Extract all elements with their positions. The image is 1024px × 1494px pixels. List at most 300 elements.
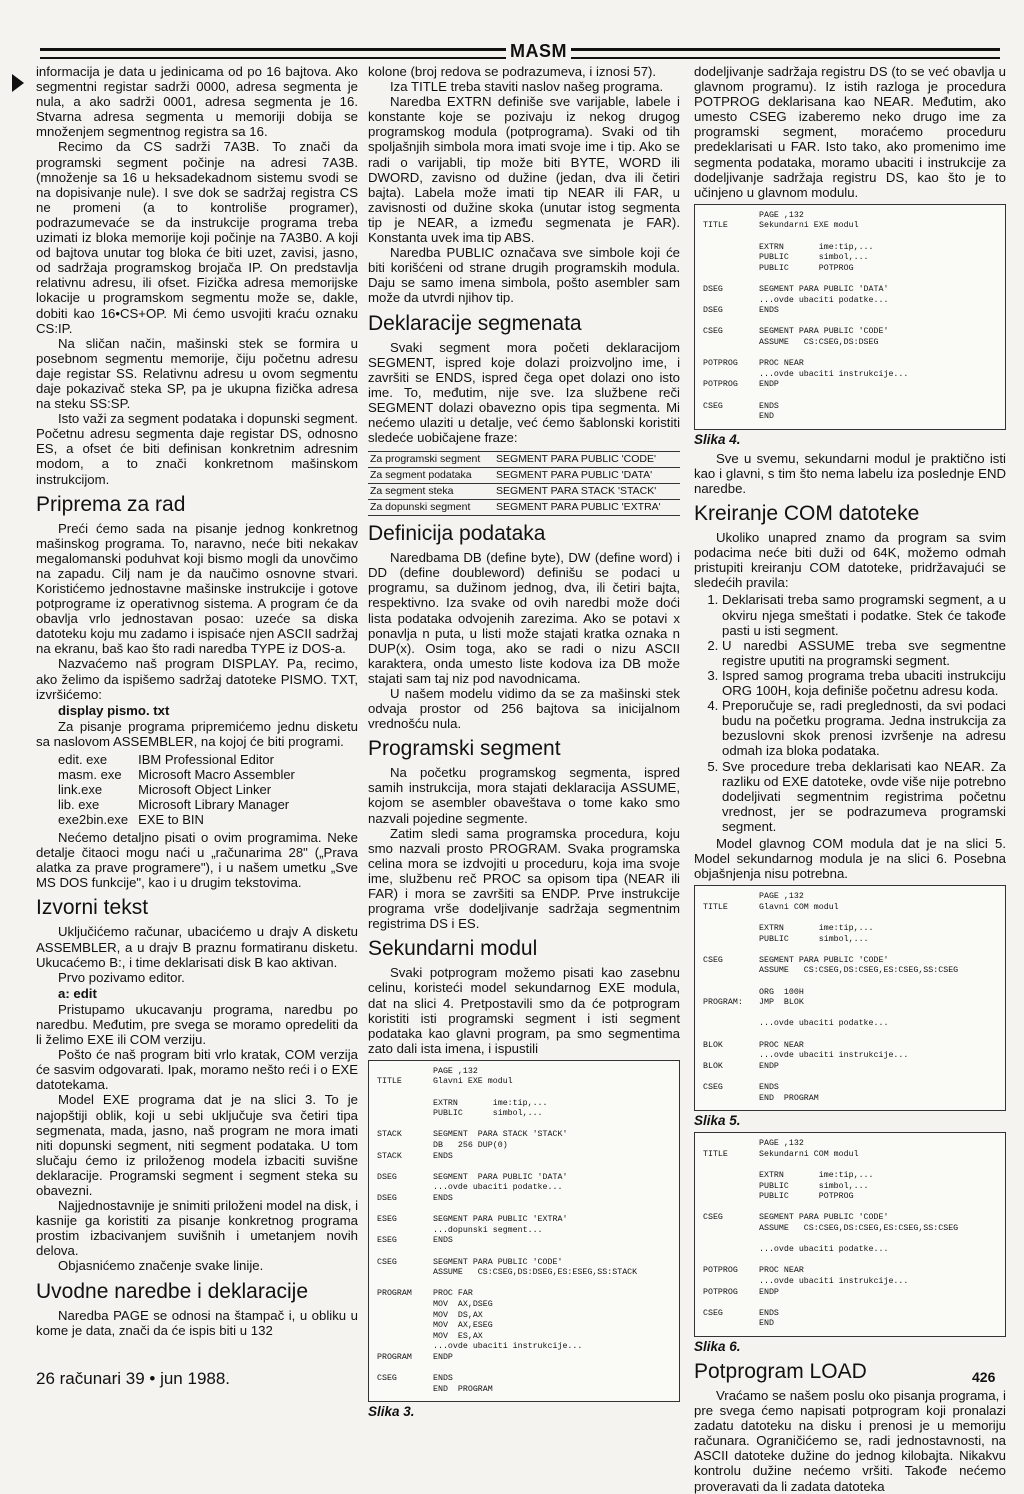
segment-decl: SEGMENT PARA PUBLIC 'EXTRA' [494, 500, 680, 516]
paragraph: Prvo pozivamo editor. [58, 969, 185, 985]
code-text: PAGE ,132 [759, 1139, 804, 1149]
paragraph: Uključićemo računar, ubacićemo u drajv A disketu ASSEMBLER, a u drajv B praznu formatiranu disketu. Ukucaćemo B:, i time deklarisati disk B kao aktivan. [36, 924, 358, 970]
code-line [703, 221, 999, 232]
segment-decl: SEGMENT PARA PUBLIC 'DATA' [494, 468, 680, 484]
code-text: END PROGRAM [433, 1384, 493, 1394]
code-line [377, 1077, 673, 1088]
code-line [377, 1162, 673, 1173]
code-line [377, 1173, 673, 1184]
code-line [703, 402, 999, 413]
figure-4-caption: Slika 4. [694, 431, 741, 447]
code-label: STACK [377, 1130, 402, 1140]
code-text [759, 1030, 764, 1041]
code-text: END [759, 1319, 774, 1329]
code-text: MOV AX,DSEG [433, 1299, 493, 1309]
code-line [377, 1342, 673, 1353]
code-text: ENDS [759, 1082, 779, 1092]
code-text: SEGMENT PARA PUBLIC 'CODE' [759, 955, 889, 965]
code-text: EXTRN ime:tip,... [759, 242, 874, 252]
code-text [759, 1203, 764, 1214]
code-text [759, 977, 764, 988]
code-line [703, 988, 999, 999]
code-text: DB 256 DUP(0) [433, 1141, 508, 1151]
paragraph: Pristupamo ukucavanju programa, naredbu po naredbu. Međutim, pre svega se moramo opredeliti da li želimo EXE ili COM verziju. [36, 1001, 358, 1048]
table-row [368, 452, 680, 468]
code-line [703, 317, 999, 328]
code-line [703, 1041, 999, 1052]
paragraph: Nećemo detaljno pisati o ovim programima. Neke detalje čitaoci mogu naći u „računarima 28" („Prava alatka za prave programere"), i u našem umetku „Sve MS DOS funkcije", kao i u drugim tekstovima. [36, 830, 358, 891]
paragraph: Na početku programskog segmenta, ispred samih instrukcija, mora stajati deklaracija ASSUME, kojom se asembler obaveštava o tome kako smo nazvali pojedine segmente. [368, 765, 680, 826]
code-label [703, 296, 759, 307]
code-text: END [759, 412, 774, 422]
code-line [377, 1130, 673, 1141]
figure-6-listing [694, 1132, 1006, 1337]
code-label: PROGRAM [377, 1289, 412, 1299]
code-text: ENDS [433, 1374, 453, 1384]
code-line [703, 232, 999, 243]
code-line [377, 1321, 673, 1332]
code-line [703, 935, 999, 946]
code-line [703, 903, 999, 914]
code-text: PAGE ,132 [759, 210, 804, 220]
code-label [703, 1224, 759, 1235]
code-text: ...ovde ubaciti instrukcije... [759, 1276, 909, 1286]
code-label [377, 1183, 433, 1194]
code-line [703, 1256, 999, 1267]
code-label [703, 945, 759, 956]
command-line: a: edit [58, 985, 97, 1001]
code-text [433, 1120, 438, 1131]
paragraph: informacija je data u jedinicama od po 16 bajtova. Ako segmentni registar sadrži 0000, adresa segmenta je nula, a ako sadrži 0001, adresa segmenta je 16. Stvarna adresa segmenta u memoriji dobija se množenjem segmentnog registra sa 16. [36, 64, 358, 140]
code-line [377, 1385, 673, 1396]
code-label [377, 1311, 433, 1322]
code-label [703, 412, 759, 423]
paragraph: Svaki potprogram možemo pisati kao zasebnu celinu, koristeći model sekundarnog EXE modula, dat na slici 4. Pretpostavili smo da će potprogram koristiti isti programski segment i isti segment podataka kao glavni program, pa smo segmentima zato dali ista imena, i ispustili [368, 965, 680, 1056]
code-line [703, 1203, 999, 1214]
program-file: lib. exe [58, 797, 100, 813]
paragraph: Naredba PAGE se odnosi na štampač i, u obliku u kome je data, znači da će ispis biti u 132 [36, 1307, 358, 1338]
code-label [703, 1319, 759, 1330]
code-label [703, 349, 759, 360]
code-label [703, 966, 759, 977]
code-text: ...ovde ubaciti instrukcije... [759, 1051, 909, 1061]
code-label: CSEG [377, 1374, 397, 1384]
code-text [433, 1279, 438, 1290]
paragraph: Iza TITLE treba staviti naslov našeg programa. [390, 79, 664, 95]
segment-table [368, 451, 680, 516]
table-row [368, 484, 680, 500]
code-label [377, 1332, 433, 1343]
code-text [759, 1256, 764, 1267]
code-text: ...ovde ubaciti instrukcije... [759, 369, 909, 379]
code-line [703, 1309, 999, 1320]
code-text: ORG 100H [759, 987, 804, 997]
code-label [703, 892, 759, 903]
code-label: PROGRAM [377, 1352, 412, 1362]
table-row [368, 500, 680, 516]
code-line [703, 1083, 999, 1094]
code-text: ENDP [433, 1352, 453, 1362]
code-label: CSEG [703, 1082, 723, 1092]
heading-sekundarni: Sekundarni modul [368, 937, 538, 961]
code-text: SEGMENT PARA PUBLIC 'DATA' [433, 1172, 568, 1182]
code-label: CSEG [377, 1257, 397, 1267]
code-line [377, 1258, 673, 1269]
code-text [759, 1298, 764, 1309]
code-label [703, 243, 759, 254]
code-label [377, 1099, 433, 1110]
code-text [759, 232, 764, 243]
code-line [703, 1192, 999, 1203]
paragraph: Svaki segment mora početi deklaracijom SEGMENT, ispred koje dolazi proizvoljno ime, i završiti se ENDS, ispred čega opet dolazi ono isto ime. To, međutim, nije sve. Iza službene reči SEGMENT dolazi obavezno opis tipa segmenta. Mi nećemo ulaziti u detalje, već ćemo šablonski koristiti sledeće uobičajene fraze: [368, 339, 680, 446]
code-label [377, 1247, 433, 1258]
code-label [377, 1162, 433, 1173]
code-line [377, 1279, 673, 1290]
code-line [377, 1236, 673, 1247]
segment-decl: SEGMENT PARA PUBLIC 'CODE' [494, 452, 680, 468]
code-text [759, 1072, 764, 1083]
paragraph: Najjednostavnije je snimiti priloženi model na disk, i kasnije ga koristiti za pisanje konkretnog programa prostim izbacivanjem suvišnih i umetanjem novih delova. [36, 1198, 358, 1259]
code-text: SEGMENT PARA PUBLIC 'EXTRA' [433, 1215, 568, 1225]
code-line [703, 1150, 999, 1161]
code-line [377, 1109, 673, 1120]
code-line [703, 1298, 999, 1309]
com-rules-list [694, 592, 1006, 834]
code-text: MOV AX,ESEG [433, 1321, 493, 1331]
code-line [377, 1183, 673, 1194]
code-text: ...dopunski segment... [433, 1225, 543, 1235]
code-line [703, 998, 999, 1009]
figure-6-caption: Slika 6. [694, 1338, 741, 1354]
code-text: PAGE ,132 [433, 1066, 478, 1076]
code-text: PUBLIC POTPROG [759, 1192, 854, 1202]
code-label [703, 1139, 759, 1150]
paragraph: Naredba PUBLIC označava sve simbole koji će biti korišćeni od strane drugih programskih modula. Daju se samo imena simbola, pošto asembler sam može da utvrdi njihov tip. [368, 245, 680, 306]
paragraph: Pošto će naš program biti vrlo kratak, COM verzija će sasvim odgovarati. Ipak, moramo nešto reći i o EXE datotekama. [36, 1047, 358, 1093]
command-line: display pismo. txt [58, 702, 170, 718]
program-list [58, 752, 305, 827]
program-file: masm. exe [58, 767, 122, 783]
segment-name: Za dopunski segment [368, 500, 494, 516]
code-text: ENDP [759, 1287, 779, 1297]
heading-definicija: Definicija podataka [368, 522, 546, 546]
code-label [377, 1279, 433, 1290]
paragraph: dodeljivanje sadržaja registru DS (to se već obavlja u glavnom programu). Iz istih razloga je procedura POTPROG deklarisana kao NEAR. Međutim, ako umesto CSEG izaberemo neko drugo ime za programski segment, moraćemo proceduru predeklarisati u FAR. Isto tako, ako promenimo ime segmenta podataka, moramo ubaciti i instrukcije za dodeljivanje sadržaja registru DS, kao što je to učinjeno u glavnom modulu. [694, 64, 1006, 200]
paragraph: Ukoliko unapred znamo da program sa svim podacima neće biti duži od 64K, možemo odmah pristupiti kreiranju COM datoteke, pridržavajući se sledećih pravila: [694, 530, 1006, 591]
code-text: PROC NEAR [759, 1040, 804, 1050]
code-label: TITLE [703, 902, 728, 912]
code-line [703, 892, 999, 903]
table-row [58, 812, 305, 827]
code-line [703, 1288, 999, 1299]
code-text: SEGMENT PARA PUBLIC 'CODE' [433, 1257, 563, 1267]
code-text [759, 1160, 764, 1171]
code-line [703, 1277, 999, 1288]
code-label [703, 1235, 759, 1246]
table-row [368, 468, 680, 484]
code-line [703, 1009, 999, 1020]
code-label [703, 1072, 759, 1083]
code-line [703, 359, 999, 370]
code-text: PAGE ,132 [759, 892, 804, 902]
code-line [703, 966, 999, 977]
code-line [703, 327, 999, 338]
footer-issue: 26 računari 39 • jun 1988. [36, 1369, 231, 1388]
column-2 [368, 64, 680, 1423]
code-text: MOV ES,AX [433, 1331, 483, 1341]
code-label: DSEG [703, 306, 723, 316]
code-label [703, 1245, 759, 1256]
code-text: PUBLIC simbol,... [759, 253, 869, 263]
program-desc: IBM Professional Editor [138, 752, 274, 768]
code-text: ASSUME CS:CSEG,DS:DSEG,ES:ESEG,SS:STACK [433, 1268, 638, 1278]
code-text [433, 1364, 438, 1375]
code-line [703, 243, 999, 254]
code-label [377, 1342, 433, 1353]
figure-4-listing [694, 204, 1006, 430]
code-text: END PROGRAM [759, 1093, 819, 1103]
code-line [377, 1067, 673, 1078]
code-text: PUBLIC simbol,... [759, 934, 869, 944]
code-text: ENDS [433, 1151, 453, 1161]
code-label: ESEG [377, 1236, 397, 1246]
code-text: SEGMENT PARA PUBLIC 'DATA' [759, 285, 889, 294]
code-text: PUBLIC simbol,... [759, 1181, 869, 1191]
code-line [703, 924, 999, 935]
code-line [703, 253, 999, 264]
code-label: POTPROG [703, 380, 738, 390]
code-line [703, 412, 999, 423]
code-label [703, 264, 759, 275]
code-line [377, 1289, 673, 1300]
program-file: edit. exe [58, 752, 108, 768]
paragraph: kolone (broj redova se podrazumeva, i iznosi 57). [368, 64, 657, 79]
code-label [377, 1268, 433, 1279]
code-text: EXTRN ime:tip,... [759, 924, 874, 934]
code-label [703, 913, 759, 924]
code-line [703, 1139, 999, 1150]
figure-3-caption: Slika 3. [368, 1404, 415, 1420]
code-label [703, 1094, 759, 1105]
column-3 [694, 64, 1006, 1494]
code-label [703, 274, 759, 285]
code-label [703, 1203, 759, 1214]
code-text: JMP BLOK [759, 998, 804, 1008]
code-text: Sekundarni EXE modul [759, 221, 859, 231]
paragraph: Model glavnog COM modula dat je na slici 5. Model sekundarnog modula je na slici 6. Posebna objašnjenja nisu potrebna. [694, 835, 1006, 882]
code-label [377, 1321, 433, 1332]
code-text [759, 317, 764, 328]
program-desc: Microsoft Library Manager [138, 797, 290, 813]
code-line [703, 1160, 999, 1171]
code-line [703, 1224, 999, 1235]
list-item: 3. Ispred samog programa treba ubaciti instrukciju ORG 100H, koja definiše početnu adresu koda. [722, 668, 1006, 698]
code-text [433, 1247, 438, 1258]
code-line [703, 296, 999, 307]
code-line [703, 1072, 999, 1083]
code-line [377, 1226, 673, 1237]
code-text: ASSUME CS:CSEG,DS:CSEG,ES:CSEG,SS:CSEG [759, 1223, 959, 1233]
code-line [703, 1030, 999, 1041]
code-label [703, 977, 759, 988]
paragraph: Za pisanje programa pripremićemo jednu disketu sa naslovom ASSEMBLER, na kojoj će biti programi. [36, 718, 358, 749]
paragraph: Recimo da CS sadrži 7A3B. To znači da programski segment počinje na adresi 7A3B. (množenje sa 16 u heksadekadnom sistemu svodi se na dopisivanje nule). I sve dok se sadržaj registra CS ne promeni (a to kontroliše programer), podrazumevaće se da instrukcije programa treba uzimati iz bloka memorije koji počinje na 7A3B0. A koji od bajtova unutar tog bloka će biti uzet, zavisi, jasno, od sadržaja programskog brojača IP. On predstavlja relativnu adresu, ili ofset. Fizička adresa memorijske lokacije u programskom segmentu može se, dakle, dobiti kao 16•CS+OP. Mi ćemo usvojiti kraću oznaku CS:IP. [36, 139, 358, 336]
code-label: STACK [377, 1151, 402, 1161]
code-line [703, 1235, 999, 1246]
code-label [377, 1088, 433, 1099]
paragraph: Sve u svemu, sekundarni modul je praktično isti kao i glavni, s tim što nema labelu iza poslednje END naredbe. [694, 450, 1006, 496]
code-text: ENDP [759, 1061, 779, 1071]
code-label: TITLE [703, 1149, 728, 1159]
code-text: EXTRN ime:tip,... [759, 1171, 874, 1180]
paragraph: Naredba EXTRN definiše sve varijable, labele i konstante koje se pozivaju iz nekog drugog programskog modula (potprograma). Svaki od tih spoljašnjih simbola mora imati svoje ime i tip. Ako se radi o varijabli, tip može biti BYTE, WORD ili DWORD, zavisno od dužine (jedan, dva ili četiri bajta). Labela može imati tip NEAR ili FAR, u zavisnosti od dužine skoka (unutar istog segmenta tip je NEAR, a između segmenata je FAR). Konstanta uvek ima tip ABS. [368, 94, 680, 246]
code-text [433, 1162, 438, 1173]
code-text: SEGMENT PARA PUBLIC 'CODE' [759, 1213, 889, 1223]
heading-uvodne: Uvodne naredbe i deklaracije [36, 1279, 309, 1303]
code-label [703, 338, 759, 349]
code-line [377, 1332, 673, 1343]
code-label [703, 1298, 759, 1309]
program-file: link.exe [58, 782, 103, 798]
code-label [377, 1300, 433, 1311]
code-text: ...ovde ubaciti instrukcije... [433, 1342, 583, 1352]
code-label [703, 924, 759, 935]
code-line [703, 945, 999, 956]
code-text [433, 1205, 438, 1216]
figure-5-listing [694, 885, 1006, 1111]
code-text: ENDS [759, 1308, 779, 1318]
code-line [703, 977, 999, 988]
code-label [703, 1030, 759, 1041]
list-item: 1. Deklarisati treba samo programski segment, a u okviru njega smeštati i podatke. Stek će takođe pasti u isti segment. [722, 592, 1006, 637]
code-label: CSEG [703, 1213, 723, 1223]
code-text: Glavni COM modul [759, 902, 839, 912]
figure-5-caption: Slika 5. [694, 1113, 741, 1129]
code-line [703, 338, 999, 349]
code-text: ...ovde ubaciti podatke... [759, 1245, 889, 1255]
code-line [377, 1194, 673, 1205]
paragraph: Isto važi za segment podataka i dopunski segment. Početnu adresu segmenta daje registar DS, odnosno ES, a ofset će biti definisan konkretnim adresnim modom, a to znači konkretnom mašinskom instrukcijom. [36, 411, 358, 487]
code-line [703, 1245, 999, 1256]
code-text [759, 274, 764, 285]
code-line [377, 1268, 673, 1279]
code-text: MOV DS,AX [433, 1310, 483, 1320]
code-line [377, 1141, 673, 1152]
code-label [703, 391, 759, 402]
code-label: DSEG [703, 285, 723, 294]
paragraph: Nazvaćemo naš program DISPLAY. Pa, recimo, ako želimo da ispišemo sadržaj datoteke PISMO. TXT, izvršićemo: [36, 656, 358, 702]
paragraph: Na sličan način, mašinski stek se formira u posebnom segmentu memorije, čiju početnu adresu daje registar SS. Relativnu adresu u ovom segmentu daje pokazivač steka SP, pa je ukupna fizička adresa na steku SS:SP. [36, 335, 358, 412]
code-line [703, 274, 999, 285]
code-line [703, 1213, 999, 1224]
list-item: 4. Preporučuje se, radi preglednosti, da svi podaci budu na početku programa. Jedna instrukcija za bezuslovni skok prenosi izvršenje na adresu odmah iza bloka podataka. [722, 698, 1006, 758]
code-text: SEGMENT PARA PUBLIC 'CODE' [759, 327, 889, 337]
paragraph: Vraćamo se našem poslu oko pisanja programa, i pre svega ćemo napisati potprogram koji pronalazi zadatu datoteku na disku i prenosi je u memoriju računara. Ograničićemo se, radi jednostavnosti, na ASCII datoteke dužine do jednog kilobajta. Nikakvu kontrolu dužine nećemo vršiti. Takođe nećemo proveravati da li zadata datoteka [694, 1388, 1006, 1494]
segment-name: Za segment podataka [368, 468, 494, 484]
code-text: ENDS [759, 306, 779, 316]
code-label: ESEG [377, 1215, 397, 1225]
code-text: ENDS [433, 1236, 453, 1246]
code-label: TITLE [377, 1077, 402, 1087]
code-line [703, 285, 999, 296]
code-line [703, 306, 999, 317]
code-label [703, 232, 759, 243]
code-label [703, 1171, 759, 1182]
code-label: CSEG [703, 401, 723, 411]
paragraph: U našem modelu vidimo da se za mašinski stek odvaja prostor od 256 bajtova sa inicijalnom vrednošću nula. [368, 686, 680, 732]
code-label: POTPROG [703, 1266, 738, 1276]
code-label: CSEG [703, 327, 723, 337]
code-line [703, 1094, 999, 1105]
paragraph: Naredbama DB (define byte), DW (define word) i DD (define doubleword) definišu se podaci u programu, sa dužinom jednog, dva, ili četiri bajta, respektivno. Iza svake od ovih naredbi može doći lista podataka odvojenih zarezima. Ako se potavi x ponavlja n puta, u listi može stajati kratka oznaka n DUP(x). Osim toga, ako se radi o nizu ASCII karaktera, onda umesto liste kodova iza DB može stajati sam taj niz pod navodnicama. [368, 550, 680, 686]
table-row [58, 797, 305, 812]
table-row [58, 782, 305, 797]
heading-programski: Programski segment [368, 737, 561, 761]
code-line [703, 1051, 999, 1062]
code-label [377, 1067, 433, 1078]
code-text: SEGMENT PARA STACK 'STACK' [433, 1130, 568, 1140]
code-label [377, 1385, 433, 1396]
code-text: PUBLIC POTPROG [759, 263, 854, 273]
code-line [703, 1182, 999, 1193]
program-desc: EXE to BIN [138, 812, 204, 828]
code-text: ...ovde ubaciti podatke... [433, 1183, 563, 1193]
code-line [377, 1088, 673, 1099]
code-line [377, 1215, 673, 1226]
code-line [703, 956, 999, 967]
code-text [759, 391, 764, 402]
code-label [703, 1160, 759, 1171]
code-label [703, 1019, 759, 1030]
code-line [703, 391, 999, 402]
code-text [759, 349, 764, 360]
code-text: Glavni EXE modul [433, 1077, 513, 1087]
code-line [377, 1374, 673, 1385]
code-line [377, 1300, 673, 1311]
code-label [703, 253, 759, 264]
heading-izvorni: Izvorni tekst [36, 896, 149, 920]
segment-name: Za segment steka [368, 484, 494, 500]
column-1 [36, 64, 358, 1338]
code-text [759, 945, 764, 956]
code-line [703, 1062, 999, 1073]
table-row [58, 752, 305, 767]
code-label [377, 1141, 433, 1152]
code-line [703, 1019, 999, 1030]
list-item: 2. U naredbi ASSUME treba sve segmentne registre uputiti na programski segment. [722, 638, 1006, 668]
code-label: CSEG [703, 1308, 723, 1318]
code-label [377, 1226, 433, 1237]
code-line [377, 1247, 673, 1258]
code-text [759, 1235, 764, 1246]
code-label [703, 1009, 759, 1020]
code-line [703, 370, 999, 381]
code-text: PROC NEAR [759, 1266, 804, 1276]
code-label [703, 935, 759, 946]
code-text: ENDS [433, 1194, 453, 1203]
code-text: ...ovde ubaciti podatke... [759, 1019, 889, 1029]
page-number: 426 [972, 1369, 996, 1385]
code-line [703, 264, 999, 275]
code-text: EXTRN ime:tip,... [433, 1098, 548, 1108]
code-text: ENDP [759, 380, 779, 390]
code-label [703, 370, 759, 381]
paragraph: Zatim sledi sama programska procedura, koju smo nazvali prosto PROGRAM. Svaka programska celina mora se izdvojiti u proceduru, koja ima svoje ime, službenu reč PROC sa opisom tipa (NEAR ili FAR) i mora se završiti sa ENDP. Prve instrukcije programa vrše dodeljivanje sadržaja segmentnim registrima DS i ES. [368, 825, 680, 932]
code-label: TITLE [703, 221, 728, 231]
code-label: POTPROG [703, 1287, 738, 1297]
code-line [377, 1120, 673, 1131]
continuation-arrow-icon [12, 74, 24, 92]
